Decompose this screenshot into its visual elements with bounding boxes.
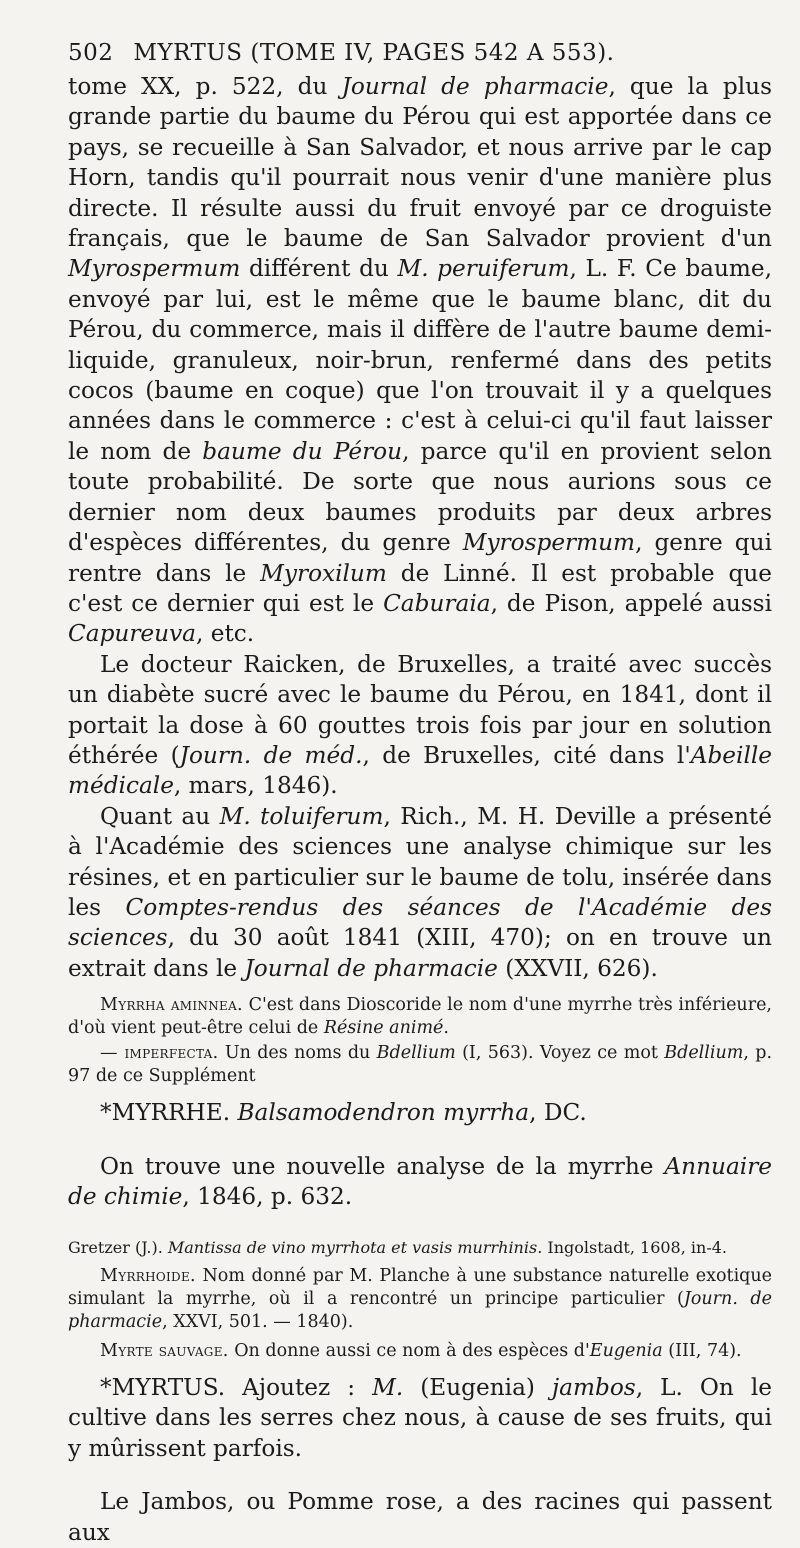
- entry-myrtus: [68, 1373, 772, 1464]
- text-run: , du 30 août 1841 (XIII, 470); on en trouve un extrait dans le: [68, 924, 772, 982]
- text-run: Ingolstadt, 1608, in-4.: [542, 1237, 727, 1257]
- entry-term: — imperfecta.: [100, 1043, 219, 1064]
- text-run: , L. F. Ce baume, envoyé par lui, est le même que le baume blanc, dit du Pérou, du commerce, mais il diffère de l'autre baume demi-liquide, granuleux, noir-brun, renfermé dans des petits cocos (baume en coque) que l'on trouvait il y a quelques années dans le commerce : c'est à celui-ci qu'il faut laisser le nom de: [68, 255, 773, 465]
- text-run: Quant au: [100, 802, 220, 830]
- entry-term: Myrrhoide.: [100, 1265, 196, 1286]
- text-run: Nom donné par M. Planche à une substance naturelle exotique simulant la myrrhe, où il a rencontré un principe particulier (: [68, 1265, 772, 1309]
- entry-myrte-sauvage: [68, 1340, 772, 1363]
- text-run: , etc.: [196, 620, 255, 648]
- text-run: , DC.: [529, 1099, 587, 1127]
- text-run: tome XX, p. 522, du: [68, 73, 342, 100]
- text-run: On donne aussi ce nom à des espèces d': [228, 1340, 590, 1361]
- italic-run: Myrospermum: [462, 529, 636, 557]
- italic-run: Comptes-rendus des séances de l'Académie des sciences: [68, 893, 772, 952]
- text-run: (I, 563). Voyez ce mot: [455, 1043, 665, 1064]
- paragraph-toluiferum: [68, 802, 772, 984]
- italic-run: Mantissa de vino myrrhota et vasis murrhinis.: [167, 1237, 543, 1257]
- entry-term: Myrrha aminnea.: [100, 995, 243, 1016]
- text-run: , que la plus grande partie du baume du Pérou qui est apportée dans ce pays, se recueille à San Salvador, et nous arrive par le cap Horn, tandis qu'il pourrait nous venir d'une manière plus directe. Il résulte aussi du fruit envoyé par ce droguiste français, que le baume de San Salvador provient d'un: [68, 73, 772, 253]
- italic-run: M.: [372, 1373, 404, 1401]
- entry-myrrhoide: [68, 1265, 772, 1334]
- text-run: (III, 74).: [662, 1340, 742, 1361]
- text-run: , mars, 1846).: [173, 772, 338, 800]
- entry-jambos: [68, 1487, 772, 1548]
- text-run: .: [443, 1018, 449, 1039]
- main-text: [68, 72, 772, 984]
- text-run: , L. On le cultive dans les serres chez nous, à cause de ses fruits, qui y mûrissent parfois.: [68, 1373, 772, 1462]
- italic-run: Capureuva: [68, 620, 197, 648]
- italic-run: Bdellium: [664, 1043, 744, 1064]
- text-run: Le Jambos, ou Pomme rose, a des racines qui passent aux: [68, 1488, 772, 1546]
- text-run: , de Pison, appelé aussi: [490, 589, 773, 617]
- italic-run: Journ. de méd.: [179, 741, 363, 769]
- text-run: , de Bruxelles, cité dans l': [362, 741, 691, 769]
- paragraph-balsam-peru: [68, 72, 772, 650]
- italic-run: Balsamodendron myrrha: [237, 1099, 530, 1127]
- italic-run: Journal de pharmacie: [244, 954, 498, 982]
- italic-run: M. peruiferum: [397, 255, 570, 283]
- italic-run: Journal de pharmacie: [341, 73, 609, 100]
- text-run: , 1846, p. 632.: [182, 1183, 353, 1211]
- text-run: (Eugenia): [403, 1373, 552, 1401]
- italic-run: Caburaia: [383, 589, 491, 617]
- running-title: MYRTUS (TOME IV, PAGES 542 A 553).: [133, 40, 615, 66]
- text-run: Ajoutez :: [225, 1373, 373, 1401]
- text-run: , parce qu'il en provient selon toute probabilité. De sorte que nous aurions sous ce dernier nom deux baumes produits par deux arbres d'espèces différentes, du genre: [68, 437, 772, 557]
- italic-run: Myrospermum: [68, 255, 241, 283]
- paragraph-raicken: [68, 650, 772, 802]
- entry-term: *MYRTUS.: [100, 1373, 226, 1401]
- italic-run: Annuaire de chimie: [68, 1152, 772, 1211]
- entry-myrrhe: [68, 1098, 772, 1128]
- text-run: différent du: [240, 255, 398, 283]
- italic-run: baume du Pérou: [202, 437, 403, 465]
- italic-run: jambos: [551, 1373, 636, 1401]
- text-run: , XXVI, 501. — 1840).: [162, 1311, 354, 1332]
- italic-run: M. toluiferum: [219, 802, 384, 830]
- entry-gretzer: [68, 1236, 772, 1259]
- italic-run: Résine animé: [323, 1018, 444, 1039]
- page-header: [68, 40, 772, 66]
- italic-run: Bdellium: [376, 1043, 456, 1064]
- text-run: de Linné. Il est probable que c'est ce dernier qui est le: [68, 559, 772, 617]
- entry-myrrha-aminnea: [68, 994, 772, 1040]
- italic-run: Myroxilum: [260, 559, 387, 587]
- entry-myrrhe-analysis: [68, 1152, 772, 1213]
- text-run: C'est dans Dioscoride le nom d'une myrrhe très inférieure, d'où vient peut-être celui de: [68, 995, 772, 1039]
- entry-term: *MYRRHE.: [100, 1099, 231, 1127]
- page-number: 502: [68, 40, 114, 66]
- text-run: , genre qui rentre dans le: [68, 529, 772, 587]
- italic-run: Journ. de pharmacie: [68, 1288, 772, 1332]
- text-run: Gretzer (J.).: [68, 1237, 168, 1257]
- entry-term: Myrte sauvage.: [100, 1340, 229, 1361]
- text-run: , p. 97 de ce Supplément: [68, 1043, 773, 1087]
- text-run: (XXVII, 626).: [497, 954, 658, 982]
- italic-run: Eugenia: [589, 1340, 663, 1361]
- italic-run: Abeille médicale: [68, 741, 772, 800]
- text-run: Le docteur Raicken, de Bruxelles, a traité avec succès un diabète sucré avec le baume du Pérou, en 1841, dont il portait la dose à 60 gouttes trois fois par jour en solution éthérée (: [68, 650, 772, 769]
- text-run: On trouve une nouvelle analyse de la myrrhe: [100, 1152, 665, 1180]
- entry-imperfecta: [68, 1042, 772, 1088]
- text-run: Un des noms du: [218, 1043, 377, 1064]
- text-run: , Rich., M. H. Deville a présenté à l'Académie des sciences une analyse chimique sur les résines, et en particulier sur le baume de tolu, insérée dans les: [68, 802, 772, 921]
